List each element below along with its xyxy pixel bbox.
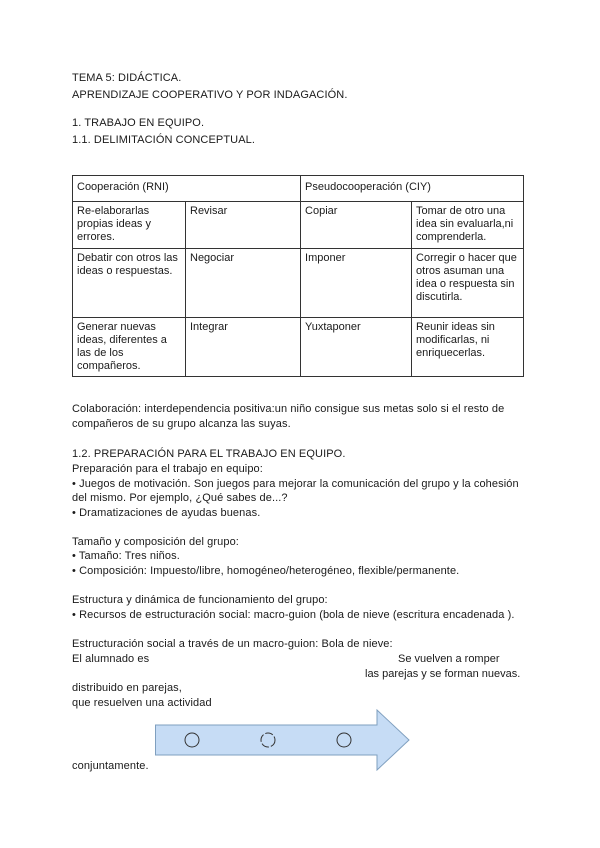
collaboration-line: compañeros de su grupo alcanza las suyas. — [72, 418, 291, 430]
dynamics-resources: • Recursos de estructuración social: macro-guion (bola de nieve (escritura encadenada ). — [72, 609, 515, 621]
snowball-right-text: Se vuelven a romper — [398, 653, 500, 665]
coop-description: Re-elaborarlas propias ideas y errores. — [73, 202, 186, 249]
snowball-arrow — [155, 709, 411, 771]
group-title: Tamaño y composición del grupo: — [72, 536, 239, 548]
table-row — [73, 249, 524, 318]
pseudo-description: Tomar de otro una idea sin evaluarla,ni comprenderla. — [412, 202, 524, 249]
header-pseudocooperation: Pseudocooperación (CIY) — [301, 176, 524, 202]
section-heading: 1.2. PREPARACIÓN PARA EL TRABAJO EN EQUIPO. — [72, 448, 346, 460]
doc-subtitle: APRENDIZAJE COOPERATIVO Y POR INDAGACIÓN. — [72, 89, 348, 101]
table-header-row — [73, 176, 524, 202]
section-heading: 1. TRABAJO EN EQUIPO. — [72, 117, 205, 129]
snowball-left-text: El alumnado es — [72, 653, 150, 665]
bullet-motivation-cont: del mismo. Por ejemplo, ¿Qué sabes de...? — [72, 492, 288, 504]
snowball-right-text: las parejas y se forman nuevas. — [365, 668, 521, 680]
snowball-title: Estructuración social a través de un macro-guion: Bola de nieve: — [72, 638, 393, 650]
group-composition: • Composición: Impuesto/libre, homogéneo/heterogéneo, flexible/permanente. — [72, 565, 460, 577]
group-size: • Tamaño: Tres niños. — [72, 550, 180, 562]
table-row — [73, 202, 524, 249]
snowball-left-text: conjuntamente. — [72, 760, 149, 772]
arrow-shape — [156, 710, 410, 770]
coop-description: Debatir con otros las ideas o respuestas. — [73, 249, 186, 318]
doc-topic: TEMA 5: DIDÁCTICA. — [72, 72, 182, 84]
header-cooperation: Cooperación (RNI) — [73, 176, 301, 202]
pseudo-verb: Imponer — [301, 249, 412, 318]
coop-verb: Revisar — [186, 202, 301, 249]
collaboration-line: Colaboración: interdependencia positiva:un niño consigue sus metas solo si el resto de — [72, 403, 505, 415]
dynamics-title: Estructura y dinámica de funcionamiento del grupo: — [72, 594, 328, 606]
snowball-left-text: que resuelven una actividad — [72, 697, 212, 709]
pseudo-verb: Yuxtaponer — [301, 318, 412, 377]
pseudo-verb: Copiar — [301, 202, 412, 249]
coop-verb: Negociar — [186, 249, 301, 318]
subsection-heading: 1.1. DELIMITACIÓN CONCEPTUAL. — [72, 134, 256, 146]
snowball-left-text: distribuido en parejas, — [72, 682, 182, 694]
bullet-motivation: • Juegos de motivación. Son juegos para mejorar la comunicación del grupo y la cohesión — [72, 478, 519, 490]
coop-verb: Integrar — [186, 318, 301, 377]
preparation-title: Preparación para el trabajo en equipo: — [72, 463, 263, 475]
pseudo-description: Reunir ideas sin modificarlas, ni enriquecerlas. — [412, 318, 524, 377]
coop-description: Generar nuevas ideas, diferentes a las de los compañeros. — [73, 318, 186, 377]
bullet-dramatizations: • Dramatizaciones de ayudas buenas. — [72, 507, 261, 519]
pseudo-description: Corregir o hacer que otros asuman una idea o respuesta sin discutirla. — [412, 249, 524, 318]
comparison-table — [72, 175, 524, 377]
table-row — [73, 318, 524, 377]
